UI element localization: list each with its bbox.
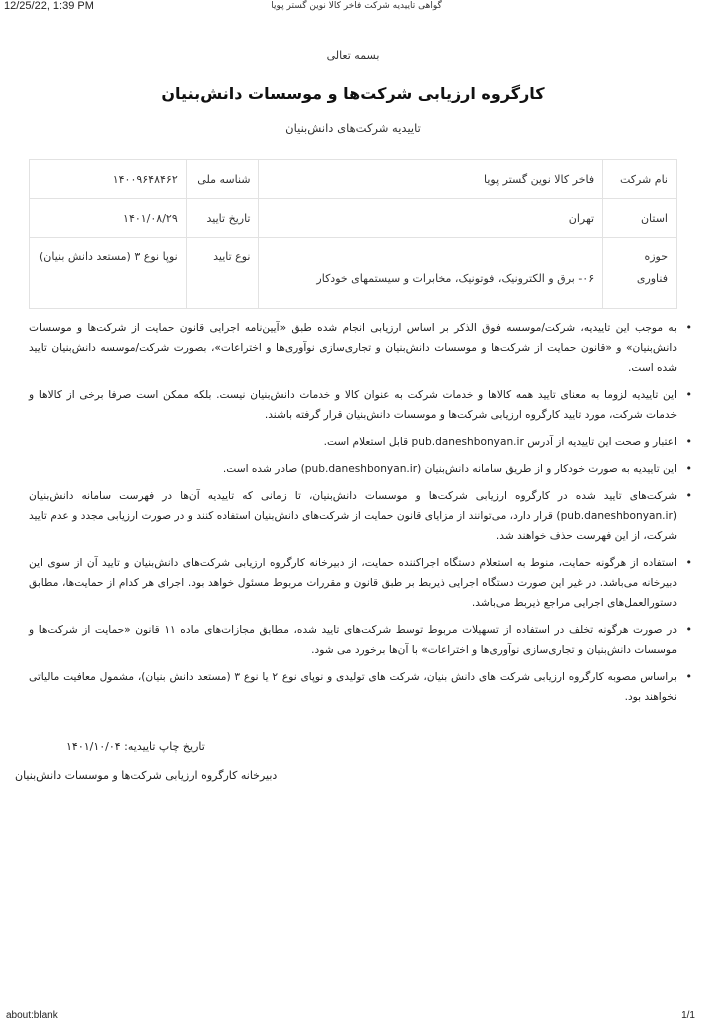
list-item: • این تاییدیه لزوما به معنای تایید همه کالاها و خدمات شرکت به عنوان کالا و خدمات دانش‌بنیان نیست. بلکه ممکن است صرفا برخی از کالاها و خدمات شرکت، مورد تایید کارگروه ارزیابی شرکت‌ها و موسسات دانش‌بنیان قرار گرفته باشند. bbox=[29, 385, 677, 425]
national-id-value: ۱۴۰۰۹۶۴۸۴۶۲ bbox=[30, 160, 187, 199]
list-item: • در صورت هرگونه تخلف در استفاده از تسهیلات مربوط توسط شرکت‌های تایید شده، مطابق مجازات‌های ماده ۱۱ قانون «حمایت از شرکت‌ها و موسسات دانش‌بنیان و تجاری‌سازی نوآوری‌ها و اختراعات» با آن‌ها برخورد می شود. bbox=[29, 620, 677, 660]
secretariat-signature: دبیرخانه کارگروه ارزیابی شرکت‌ها و موسسات دانش‌بنیان bbox=[15, 769, 278, 782]
list-item: • به موجب این تاییدیه، شرکت/موسسه فوق الذکر بر اساس ارزیابی انجام شده طبق «آیین‌نامه اجرایی قانون حمایت از شرکت‌ها و موسسات دانش‌بنیان» و «قانون حمایت از شرکت‌ها و موسسات دانش‌بنیان و تجاری‌سازی نوآوری‌ها و اختراعات»، بصورت شرکت/موسسه دانش‌بنیان تایید شده است. bbox=[29, 318, 677, 378]
print-datetime: 12/25/22, 1:39 PM bbox=[4, 0, 94, 12]
list-item: • شرکت‌های تایید شده در کارگروه ارزیابی شرکت‌ها و موسسات دانش‌بنیان، تا زمانی که تاییدیه آن‌ها در فهرست سامانه دانش‌بنیان (pub.daneshbonyan.ir) قرار دارد، می‌توانند از مزایای قانون حمایت از شرکت‌های دانش‌بنیان استفاده کنند و در صورت ارزیابی مجدد و عدم تایید شرکت، از این فهرست حذف خواهند شد. bbox=[29, 486, 677, 546]
tech-field-label: حوزه فناوری bbox=[603, 238, 677, 309]
list-item: • براساس مصوبه کارگروه ارزیابی شرکت های دانش بنیان، شرکت های تولیدی و نوپای نوع ۲ یا نوع ۳ (مستعد دانش بنیان)، مشمول معافیت مالیاتی نخواهند بود. bbox=[29, 667, 677, 707]
company-name-value: فاخر کالا نوین گستر پویا bbox=[259, 160, 603, 199]
approval-date-value: ۱۴۰۱/۰۸/۲۹ bbox=[30, 199, 187, 238]
approval-date-label: تاریخ تایید bbox=[186, 199, 259, 238]
approval-type-value: نوپا نوع ۳ (مستعد دانش بنیان) bbox=[30, 238, 187, 309]
national-id-label: شناسه ملی bbox=[186, 160, 259, 199]
approval-type-label: نوع تایید bbox=[186, 238, 259, 309]
list-item: • اعتبار و صحت این تاییدیه از آدرس pub.daneshbonyan.ir قابل استعلام است. bbox=[29, 432, 677, 452]
table-row bbox=[30, 160, 677, 199]
page-count: 1/1 bbox=[681, 1010, 695, 1021]
table-row bbox=[30, 238, 677, 309]
print-date: تاریخ چاپ تاییدیه: ۱۴۰۱/۱۰/۰۴ bbox=[66, 740, 205, 753]
company-name-label: نام شرکت bbox=[603, 160, 677, 199]
list-item: • استفاده از هرگونه حمایت، منوط به استعلام دستگاه اجراکننده حمایت، از دبیرخانه کارگروه ارزیابی شرکت‌های دانش‌بنیان و تایید آن از سوی این دبیرخانه می‌باشد. در غیر این صورت دستگاه اجرایی ذیربط بر طبق قانون و مقررات مربوط مسئول خواهد بود. اجرای هر کدام از حمایت‌ها، مطابق دستورالعمل‌های اجرایی مراجع ذیربط می‌باشد. bbox=[29, 553, 677, 613]
province-value: تهران bbox=[259, 199, 603, 238]
list-item: • این تاییدیه به صورت خودکار و از طریق سامانه دانش‌بنیان (pub.daneshbonyan.ir) صادر شده است. bbox=[29, 459, 677, 479]
notes-list bbox=[29, 318, 697, 714]
tech-field-value: ۰۶- برق و الکترونیک، فوتونیک، مخابرات و سیستمهای خودکار bbox=[259, 238, 603, 309]
basmala: بسمه تعالی bbox=[326, 49, 380, 62]
print-url: about:blank bbox=[6, 1010, 58, 1021]
company-info-table bbox=[29, 159, 677, 309]
table-row bbox=[30, 199, 677, 238]
page-subtitle: تاییدیه شرکت‌های دانش‌بنیان bbox=[285, 121, 421, 135]
print-page-title: گواهی تاییدیه شرکت فاخر کالا نوین گستر پویا bbox=[271, 1, 442, 11]
province-label: استان bbox=[603, 199, 677, 238]
page-title: کارگروه ارزیابی شرکت‌ها و موسسات دانش‌بنیان bbox=[161, 84, 545, 103]
